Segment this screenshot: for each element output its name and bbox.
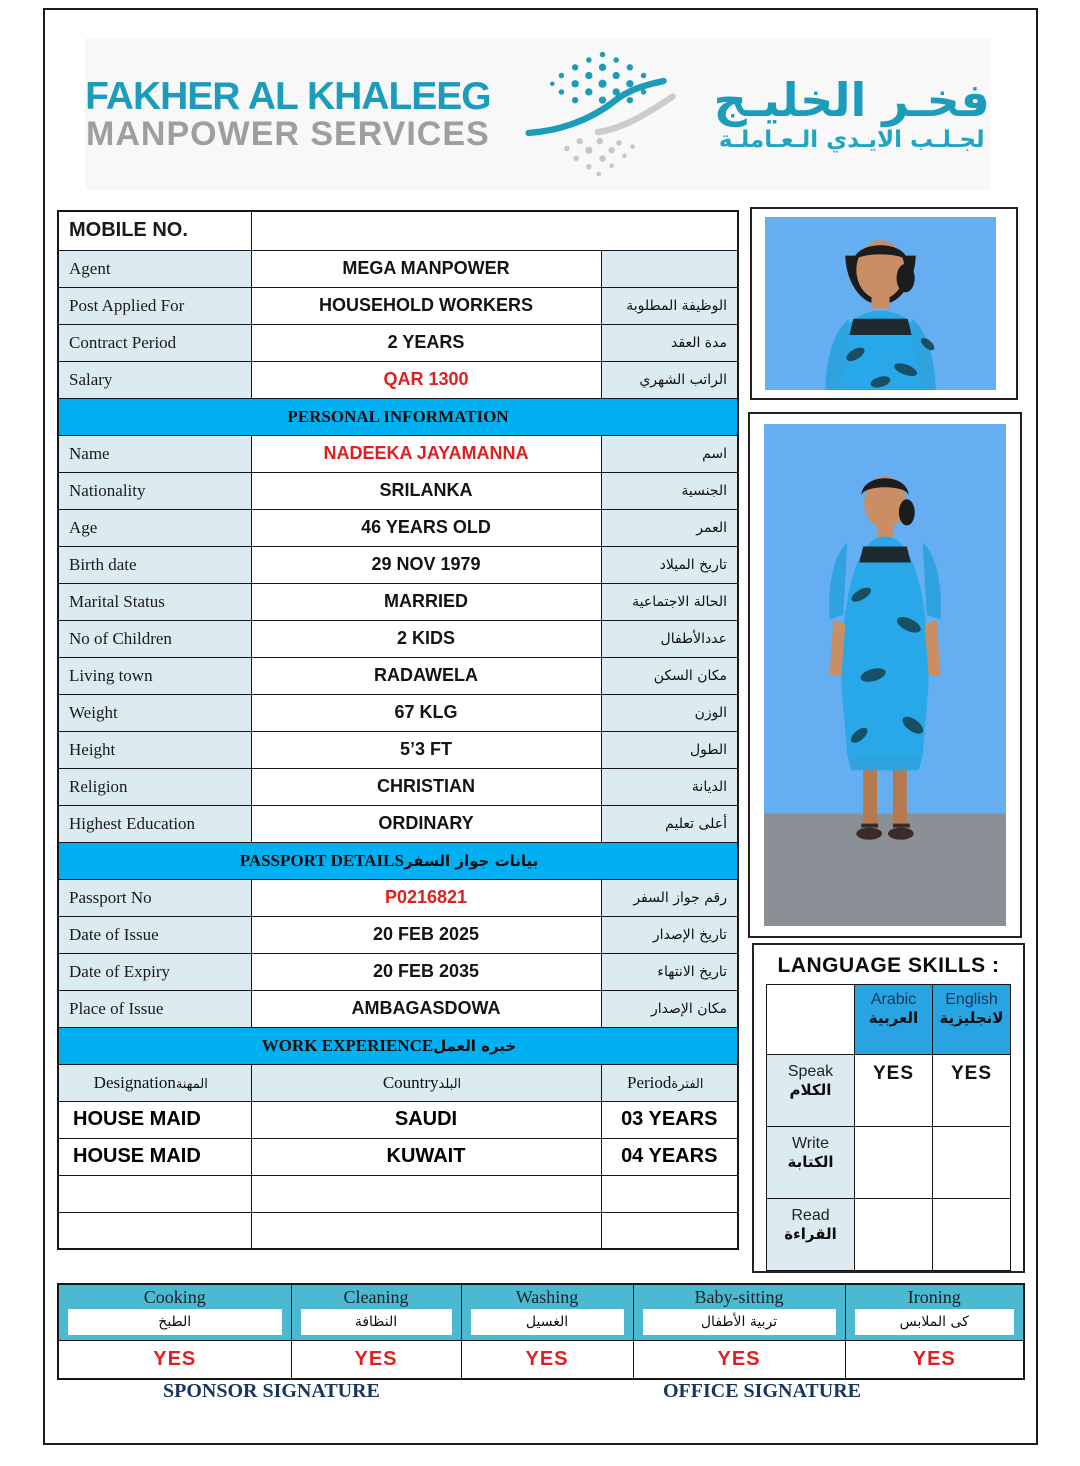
field-label: Age [58,509,251,546]
skill-header-baby-sitting: Baby-sitting تربية الأطفال [633,1284,845,1341]
field-label: Height [58,731,251,768]
field-label: Salary [58,361,251,398]
section-title: PERSONAL INFORMATION [287,406,509,426]
language-write-english-value [933,1127,1011,1199]
work-experience-row-empty [58,1212,738,1249]
applicant-info-table [57,210,739,1250]
brand-arabic-line1: فخـر الخليـج [713,72,990,127]
field-arabic-label [601,250,738,287]
field-row-name [58,435,738,472]
language-header-row [767,985,1011,1055]
work-country: SAUDI [251,1101,601,1138]
field-label: Nationality [58,472,251,509]
field-arabic-label: مكان السكن [601,657,738,694]
language-skills-panel [752,943,1025,1273]
field-value: MARRIED [251,583,601,620]
field-row-weight [58,694,738,731]
agency-logo-header [85,38,990,190]
skill-header-cleaning: Cleaning النظافة [291,1284,461,1341]
field-label: Contract Period [58,324,251,361]
field-arabic-label: الديانة [601,768,738,805]
field-value: 2 KIDS [251,620,601,657]
sponsor-signature-label: SPONSOR SIGNATURE [163,1380,380,1402]
skill-value-baby-sitting: YES [633,1341,845,1379]
section-title-arabic: خبره العمل [433,1036,517,1055]
field-value: 2 YEARS [251,324,601,361]
field-arabic-label: الوزن [601,694,738,731]
work-country: KUWAIT [251,1138,601,1175]
field-arabic-label: تاريخ الميلاد [601,546,738,583]
brand-arabic-line2: لجـلـب الايـدي الـعـاملـة [718,127,985,154]
work-designation: HOUSE MAID [58,1138,251,1175]
skill-arabic-label: النظافة [301,1309,452,1335]
field-row-children [58,620,738,657]
field-value-name: NADEEKA JAYAMANNA [251,435,601,472]
field-arabic-label: عددالأطفال [601,620,738,657]
field-arabic-label: الجنسية [601,472,738,509]
column-header-arabic: الفترة [671,1076,704,1092]
skill-value-cleaning: YES [291,1341,461,1379]
field-arabic-label: الطول [601,731,738,768]
field-arabic-label: اسم [601,435,738,472]
skill-header-washing: Washing الغسيل [461,1284,633,1341]
field-row-education [58,805,738,842]
language-write-arabic-value [855,1127,933,1199]
field-label: Agent [58,250,251,287]
work-period: 04 YEARS [601,1138,738,1175]
field-value: SRILANKA [251,472,601,509]
skill-arabic-label: تربية الأطفال [643,1309,836,1335]
language-row-label: Write الكتابة [767,1127,855,1199]
language-row-label: Speak الكلام [767,1055,855,1127]
field-row-date-of-issue [58,916,738,953]
field-arabic-label: الوظيفة المطلوبة [601,287,738,324]
skill-arabic-label: الطبخ [68,1309,282,1335]
logo-dots-tree-icon [525,42,680,187]
work-designation: HOUSE MAID [58,1101,251,1138]
brand-line1: FAKHER AL KHALEEG [85,74,491,118]
skills-header-row [58,1284,1024,1341]
work-experience-row [58,1138,738,1175]
column-header: Country [382,1072,439,1092]
language-column-english: English لانجليزية [933,985,1011,1055]
section-header-passport [58,842,738,879]
field-label: Place of Issue [58,990,251,1027]
field-arabic-label: تاريخ الانتهاء [601,953,738,990]
field-value: 20 FEB 2025 [251,916,601,953]
language-skills-table [766,984,1011,1271]
language-row-write [767,1127,1011,1199]
language-speak-arabic-value: YES [855,1055,933,1127]
mobile-no-value [251,211,738,250]
work-period: 03 YEARS [601,1101,738,1138]
field-label: Birth date [58,546,251,583]
field-value: HOUSEHOLD WORKERS [251,287,601,324]
field-label: Passport No [58,879,251,916]
column-header-arabic: المهنة [175,1076,208,1092]
field-label: Date of Issue [58,916,251,953]
field-row-marital-status [58,583,738,620]
column-header: Designation [93,1072,176,1092]
field-row-height [58,731,738,768]
field-row-living-town [58,657,738,694]
field-arabic-label: الحالة الاجتماعية [601,583,738,620]
field-arabic-label: العمر [601,509,738,546]
brand-name-arabic [713,72,990,154]
language-row-label: Read القراءة [767,1199,855,1271]
work-experience-row-empty [58,1175,738,1212]
section-title-arabic: بيانات جواز السفر [403,851,539,870]
field-row-agent [58,250,738,287]
brand-line2: MANPOWER SERVICES [86,114,490,153]
field-row-age [58,509,738,546]
brand-name-english [85,74,491,153]
section-title: PASSPORT DETAILS [239,850,404,870]
language-speak-english-value: YES [933,1055,1011,1127]
skills-value-row [58,1341,1024,1379]
field-value: MEGA MANPOWER [251,250,601,287]
mobile-no-row [58,211,738,250]
field-row-nationality [58,472,738,509]
language-read-arabic-value [855,1199,933,1271]
work-experience-header-row [58,1064,738,1101]
language-row-read [767,1199,1011,1271]
work-experience-row [58,1101,738,1138]
field-label: Living town [58,657,251,694]
field-row-salary [58,361,738,398]
skill-header-cooking: Cooking الطبخ [58,1284,291,1341]
field-arabic-label: مكان الإصدار [601,990,738,1027]
field-value: 5’3 FT [251,731,601,768]
field-label: Highest Education [58,805,251,842]
skill-arabic-label: الغسيل [471,1309,624,1335]
field-label: No of Children [58,620,251,657]
field-arabic-label: مدة العقد [601,324,738,361]
field-value: 67 KLG [251,694,601,731]
field-value: RADAWELA [251,657,601,694]
field-arabic-label: أعلى تعليم [601,805,738,842]
field-arabic-label: رقم جواز السفر [601,879,738,916]
field-row-place-of-issue [58,990,738,1027]
field-value: 46 YEARS OLD [251,509,601,546]
language-skills-title: LANGUAGE SKILLS : [777,954,1000,977]
field-label: Marital Status [58,583,251,620]
field-value: CHRISTIAN [251,768,601,805]
language-read-english-value [933,1199,1011,1271]
skill-arabic-label: كى الملابس [855,1309,1015,1335]
field-value-salary: QAR 1300 [251,361,601,398]
field-value: 20 FEB 2035 [251,953,601,990]
field-value: ORDINARY [251,805,601,842]
field-row-passport-no [58,879,738,916]
skill-header-ironing: Ironing كى الملابس [845,1284,1024,1341]
field-row-post-applied [58,287,738,324]
applicant-photo-full-body [748,412,1022,938]
column-header: Period [627,1072,672,1092]
field-arabic-label: تاريخ الإصدار [601,916,738,953]
field-label: Post Applied For [58,287,251,324]
field-row-birth-date [58,546,738,583]
section-header-personal [58,398,738,435]
household-skills-table [57,1283,1025,1380]
column-header-arabic: البلد [438,1076,462,1092]
field-label: Weight [58,694,251,731]
field-label: Religion [58,768,251,805]
field-row-date-of-expiry [58,953,738,990]
field-value: 29 NOV 1979 [251,546,601,583]
language-column-arabic: Arabic العربية [855,985,933,1055]
skill-value-washing: YES [461,1341,633,1379]
field-value: AMBAGASDOWA [251,990,601,1027]
applicant-photo-portrait [750,207,1018,400]
skill-value-cooking: YES [58,1341,291,1379]
field-row-contract-period [58,324,738,361]
section-header-work-experience [58,1027,738,1064]
mobile-no-label: MOBILE NO. [58,211,251,250]
field-arabic-label: الراتب الشهري [601,361,738,398]
field-label: Date of Expiry [58,953,251,990]
language-row-speak [767,1055,1011,1127]
field-row-religion [58,768,738,805]
section-title: WORK EXPERIENCE [261,1035,434,1055]
field-value-passport-no: P0216821 [251,879,601,916]
skill-value-ironing: YES [845,1341,1024,1379]
field-label: Name [58,435,251,472]
office-signature-label: OFFICE SIGNATURE [663,1380,861,1402]
